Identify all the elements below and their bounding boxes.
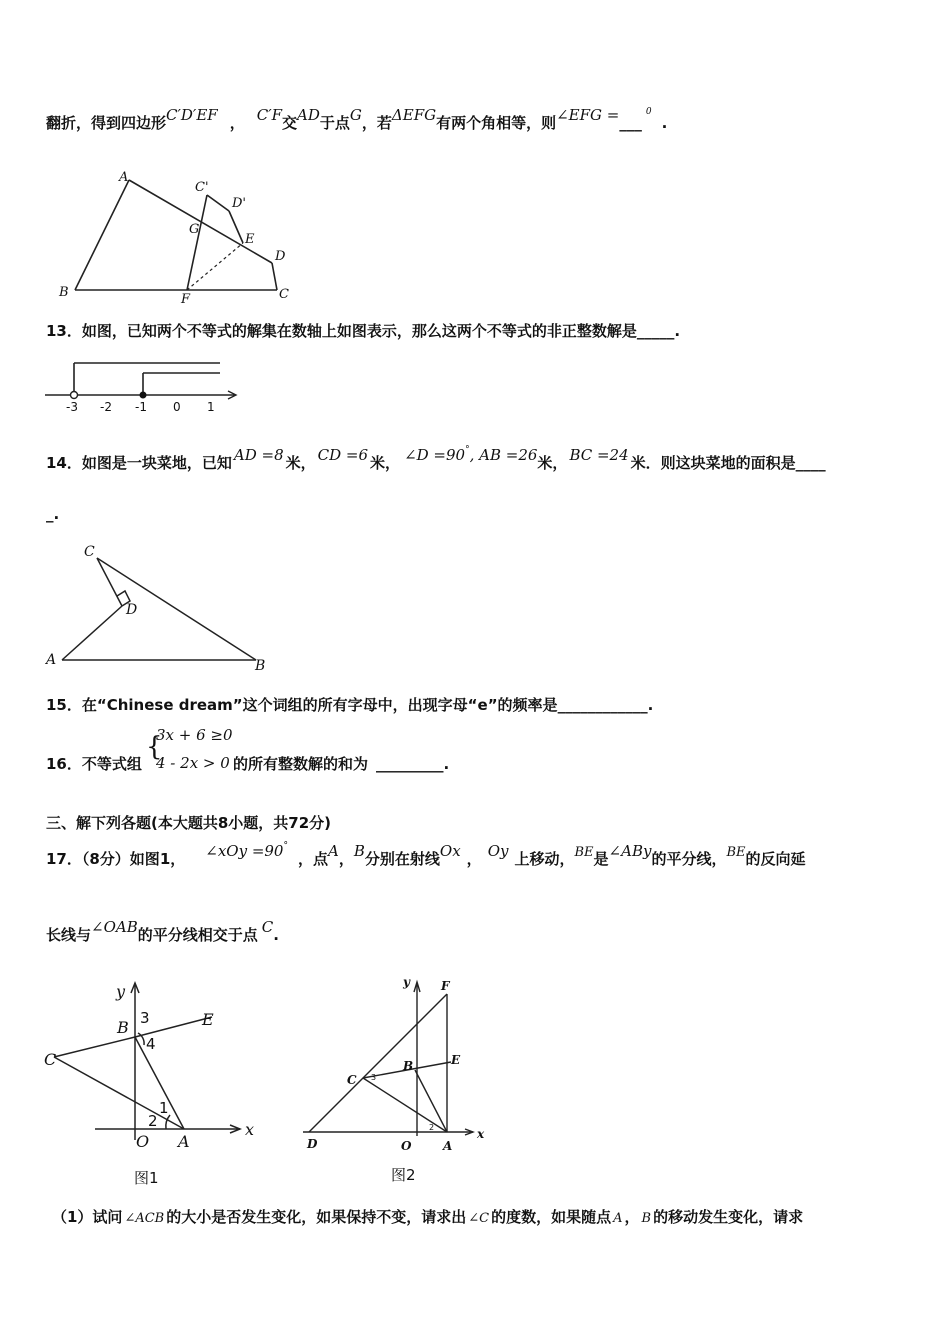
q17-aby: ∠ABy (608, 842, 652, 860)
q17-point-b: B (353, 842, 365, 860)
fig2-label-c: C (347, 1073, 357, 1087)
q17-oab: ∠OAB (91, 918, 138, 936)
q14-line2 (46, 505, 59, 523)
q17-t3: 分别在射线 (364, 850, 440, 868)
q17-figure1 (40, 975, 265, 1190)
q12-line (46, 106, 668, 133)
fig1-caption: 图1 (134, 1169, 159, 1187)
q14-seg-cb (97, 558, 256, 660)
q12-angle: ∠EFG = (556, 106, 620, 124)
q16-line (46, 753, 142, 774)
q17-sub1-a: （1）试问 (52, 1208, 123, 1226)
q17-sub1-c: ∠C (468, 1211, 490, 1226)
q15-line (46, 694, 653, 715)
q14-unit2: 米， (370, 454, 401, 472)
fig2-label-angle3: 3 (371, 1073, 377, 1082)
fig1-label-y: y (116, 982, 126, 1001)
fig1-label-angle4: 4 (146, 1035, 156, 1053)
q13-tick-label: -2 (100, 400, 112, 414)
q14-blank: ____ (795, 454, 826, 472)
q12-label-b: B (59, 285, 69, 300)
q14-figure (42, 540, 282, 675)
q17-sub1-f: 的移动发生变化，请求 (653, 1208, 804, 1226)
q17-t5: 上移动， (514, 850, 575, 868)
q17-point-a: A (328, 842, 339, 860)
q17-be: BE (574, 845, 594, 860)
q12-label-e: E (245, 232, 255, 247)
q12-text5: 有两个角相等，则 (436, 114, 557, 132)
q16-brace: { (146, 732, 163, 762)
section3-title: 三、解下列各题(本大题共8小题，共72分) (46, 814, 332, 832)
q12-text2: 交 (282, 114, 298, 132)
q17-line2c: . (273, 926, 279, 944)
fig2-label-y: y (403, 975, 410, 989)
q17-figure2 (295, 972, 490, 1190)
q17-oy: Oy (487, 842, 509, 860)
q14-label-a: A (46, 652, 57, 668)
fig1-seg-cb (54, 1037, 135, 1057)
q13-tick-label: -1 (135, 400, 147, 414)
fig1-label-a: A (178, 1132, 190, 1151)
q14-number: 14． (46, 454, 82, 472)
q12-sep: ， (229, 114, 245, 132)
q12-cf: C′F (256, 106, 283, 124)
q16-line-tail (233, 753, 449, 774)
q15-number: 15． (46, 696, 82, 714)
fig2-label-o: O (401, 1139, 412, 1153)
q17-sub1-point-b: B (641, 1211, 652, 1226)
fig2-label-d: D (307, 1137, 318, 1151)
q12-seg-c1d1 (207, 195, 229, 211)
q16-blank: _________ (376, 755, 444, 773)
q12-text1: 翻折，得到四边形 (46, 114, 167, 132)
q12-seg-ab (75, 180, 129, 290)
q12-label-c: C (279, 287, 289, 302)
q17-line2b: 的平分线相交于点 (137, 926, 258, 944)
q12-label-d: D (275, 249, 286, 264)
q12-label-a: A (119, 170, 129, 185)
q12-deg: 0 (645, 107, 652, 117)
q14-label-c: C (84, 544, 95, 560)
q17-t4: ， (466, 850, 482, 868)
q13-open-point (71, 392, 78, 399)
fig2-seg-ca (363, 1078, 447, 1132)
q17-number: 17． (46, 850, 82, 868)
q17-deg: ° (283, 841, 288, 851)
q17-ox: Ox (439, 842, 461, 860)
q17-line2 (46, 918, 279, 945)
q12-label-d-prime: D' (232, 196, 246, 211)
fig1-label-o: O (136, 1132, 150, 1151)
q17-t8: 的反向延 (745, 850, 806, 868)
q17-line1 (46, 841, 806, 869)
fig2-label-b: B (403, 1059, 414, 1073)
q17-t7: 的平分线， (651, 850, 727, 868)
fig2-label-e: E (451, 1053, 461, 1067)
q12-blank: ___ (619, 114, 642, 132)
q17-sub1-angle: ∠ACB (124, 1211, 165, 1226)
q14-unit1: 米， (285, 454, 316, 472)
q14-bc: BC =24 (569, 446, 629, 464)
fig2-label-angle2: 2 (429, 1123, 435, 1132)
q17-t2: ， (338, 850, 354, 868)
q14-ab: , AB =26 (469, 446, 538, 464)
q16-inequality-2: 4 - 2x > 0 (156, 754, 230, 772)
q12-ad: AD (297, 106, 320, 124)
fig1-label-b: B (117, 1018, 129, 1037)
q14-cd: CD =6 (317, 446, 369, 464)
q15-blank: ____________ (557, 696, 648, 714)
q13-tick-label: 0 (173, 400, 181, 414)
q12-seg-fc1 (187, 195, 207, 290)
q12-seg-cd (272, 263, 277, 290)
q12-text3: 于点 (319, 114, 350, 132)
q17-t6: 是 (593, 850, 609, 868)
q12-label-c-prime: C' (195, 180, 209, 195)
q14-deg: ° (465, 445, 470, 455)
q12-label-f: F (181, 292, 191, 307)
q12-quad: C′D′EF (166, 106, 218, 124)
q16-end: . (443, 755, 450, 773)
q16-text1: 不等式组 (81, 755, 142, 773)
q13-number: 13． (46, 322, 82, 340)
q13-end: . (674, 322, 681, 340)
q17-angle: ∠xOy =90 (205, 842, 284, 860)
q14-label-b: B (255, 658, 266, 674)
q12-figure (55, 165, 315, 310)
q17-line2a: 长线与 (46, 926, 92, 944)
q17-point-c: C (261, 918, 274, 936)
q14-seg-ad (62, 606, 122, 660)
q12-g: G (349, 106, 362, 124)
q16-number: 16． (46, 755, 82, 773)
q14-unit3: 米， (537, 454, 568, 472)
q17-t1: ，点 (297, 850, 328, 868)
q14-text2: 米．则这块菜地的面积是 (630, 454, 796, 472)
q17-sub1-e: ， (624, 1208, 640, 1226)
q16-inequality-1: 3x + 6 ≥0 (156, 726, 233, 744)
q15-end: . (647, 696, 654, 714)
fig2-seg-df (309, 994, 447, 1132)
q17-score: （8分）如图1， (81, 850, 186, 868)
fig2-label-f: F (441, 979, 450, 993)
q12-text4: ，若 (361, 114, 392, 132)
q13-number-line (40, 355, 245, 415)
fig2-label-a: A (443, 1139, 453, 1153)
q14-angle: ∠D =90 (404, 446, 466, 464)
q17-sub1 (52, 1206, 803, 1227)
q15-text: 在“Chinese dream”这个词组的所有字母中，出现字母“e”的频率是 (81, 696, 558, 714)
q13-line (46, 320, 680, 341)
q14-ad: AD =8 (233, 446, 284, 464)
q17-sub1-b: 的大小是否发生变化，如果保持不变，请求出 (166, 1208, 467, 1226)
fig1-arc-a (166, 1115, 170, 1129)
q12-label-g: G (189, 222, 200, 237)
fig2-caption: 图2 (391, 1166, 416, 1184)
fig2-label-x: x (477, 1127, 485, 1141)
q17-be2: BE (726, 845, 746, 860)
q12-end: . (661, 114, 668, 132)
q17-sub1-point-a: A (613, 1211, 623, 1226)
fig1-label-c: C (44, 1050, 57, 1069)
q13-blank: _____ (636, 322, 675, 340)
q17-sub1-d: 的度数，如果随点 (491, 1208, 612, 1226)
fig1-label-angle2: 2 (148, 1112, 158, 1130)
q12-seg-d1e (229, 211, 243, 243)
q13-closed-point (140, 392, 147, 399)
fig1-label-e: E (202, 1010, 214, 1029)
q13-text: 如图，已知两个不等式的解集在数轴上如图表示，那么这两个不等式的非正整数解是 (81, 322, 637, 340)
fig1-label-angle3: 3 (140, 1009, 150, 1027)
q13-tick-label: -3 (66, 400, 78, 414)
fig1-label-angle1: 1 (159, 1099, 169, 1117)
fig1-label-x: x (245, 1120, 255, 1139)
q13-tick-label: 1 (207, 400, 215, 414)
q16-text2: 的所有整数解的和为 (233, 755, 369, 773)
q14-label-d: D (126, 602, 138, 618)
q12-efg: ΔEFG (391, 106, 437, 124)
q14-line (46, 445, 826, 473)
q14-continuation: _. (46, 505, 60, 523)
q14-text1: 如图是一块菜地，已知 (81, 454, 232, 472)
